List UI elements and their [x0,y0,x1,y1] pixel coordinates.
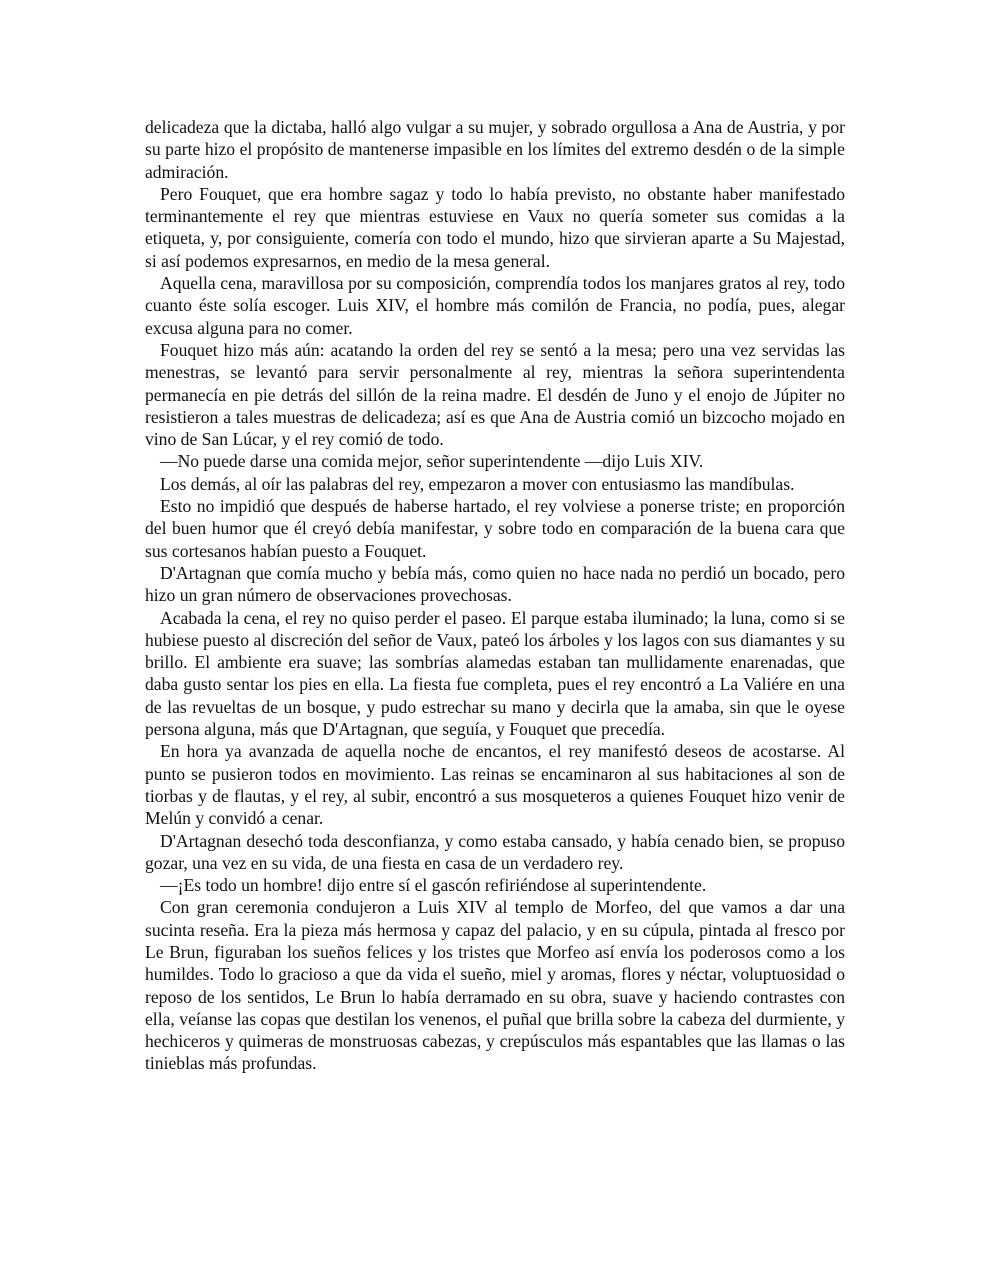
paragraph-2: Pero Fouquet, que era hombre sagaz y todo lo había previsto, no obstante haber manifestado terminantemente el rey que mientras estuviese en Vaux no quería someter sus comidas a la etiqueta, y, por consiguiente, comería con todo el mundo, hizo que sirvieran aparte a Su Majestad, si así podemos expresarnos, en medio de la mesa general. [145,183,845,271]
paragraph-3: Aquella cena, maravillosa por su composición, comprendía todos los manjares gratos al rey, todo cuanto éste solía escoger. Luis XIV, el hombre más comilón de Francia, no podía, pues, alegar excusa alguna para no comer. [145,273,845,338]
paragraph-13: Con gran ceremonia condujeron a Luis XIV al templo de Morfeo, del que vamos a dar una sucinta reseña. Era la pieza más hermosa y capaz del palacio, y en su cúpula, pintada al fresco por Le Brun, figuraban los sueños felices y los tristes que Morfeo así envía los poderosos como a los humildes. Todo lo gracioso a que da vida el sueño, miel y aromas, flores y néctar, voluptuosidad o reposo de los sentidos, Le Brun lo había derramado en su obra, suave y haciendo contrastes con ella, veíanse las copas que destilan los venenos, el puñal que brilla sobre la cabeza del durmiente, y hechiceros y quimeras de monstruosas cabezas, y crepúsculos más espantables que las llamas o las tinieblas más profundas. [145,897,845,1074]
paragraph-4: Fouquet hizo más aún: acatando la orden del rey se sentó a la mesa; pero una vez servidas las menestras, se levantó para servir personalmente al rey, mientras la señora superintendenta permanecía en pie detrás del sillón de la reina madre. El desdén de Juno y el enojo de Júpiter no resistieron a tales muestras de delicadeza; así es que Ana de Austria comió un bizcocho mojado en vino de San Lúcar, y el rey comió de todo. [145,339,845,450]
paragraph-7: Esto no impidió que después de haberse hartado, el rey volviese a ponerse triste; en proporción del buen humor que él creyó debía manifestar, y sobre todo en comparación de la buena cara que sus cortesanos habían puesto a Fouquet. [145,496,845,561]
page-body [145,116,845,1075]
paragraph-5: —No puede darse una comida mejor, señor superintendente —dijo Luis XIV. [160,451,704,472]
paragraph-1: delicadeza que la dictaba, halló algo vulgar a su mujer, y sobrado orgullosa a Ana de Austria, y por su parte hizo el propósito de mantenerse impasible en los límites del extremo desdén o de la simple admiración. [145,117,845,182]
paragraph-10: En hora ya avanzada de aquella noche de encantos, el rey manifestó deseos de acostarse. Al punto se pusieron todos en movimiento. Las reinas se encaminaron al sus habitaciones al son de tiorbas y de flautas, y el rey, al subir, encontró a sus mosqueteros a quienes Fouquet hizo venir de Melún y convidó a cenar. [145,741,845,829]
paragraph-11: D'Artagnan desechó toda desconfianza, y como estaba cansado, y había cenado bien, se propuso gozar, una vez en su vida, de una fiesta en casa de un verdadero rey. [145,830,845,873]
paragraph-6: Los demás, al oír las palabras del rey, empezaron a mover con entusiasmo las mandíbulas. [160,473,795,494]
paragraph-8: D'Artagnan que comía mucho y bebía más, como quien no hace nada no perdió un bocado, pero hizo un gran número de observaciones provechosas. [145,562,845,606]
paragraph-9: Acabada la cena, el rey no quiso perder el paseo. El parque estaba iluminado; la luna, como si se hubiese puesto al discreción del señor de Vaux, pateó los árboles y los lagos con sus diamantes y su brillo. El ambiente era suave; las sombrías alamedas estaban tan mullidamente enarenadas, que daba gusto sentar los pies en ella. La fiesta fue completa, pues el rey encontró a La Valiére en una de las revueltas de un bosque, y pudo estrechar su mano y decirla que la amaba, sin que le oyese persona alguna, más que D'Artagnan, que seguía, y Fouquet que precedía. [145,607,845,740]
paragraph-12: —¡Es todo un hombre! dijo entre sí el gascón refiriéndose al superintendente. [160,875,707,896]
